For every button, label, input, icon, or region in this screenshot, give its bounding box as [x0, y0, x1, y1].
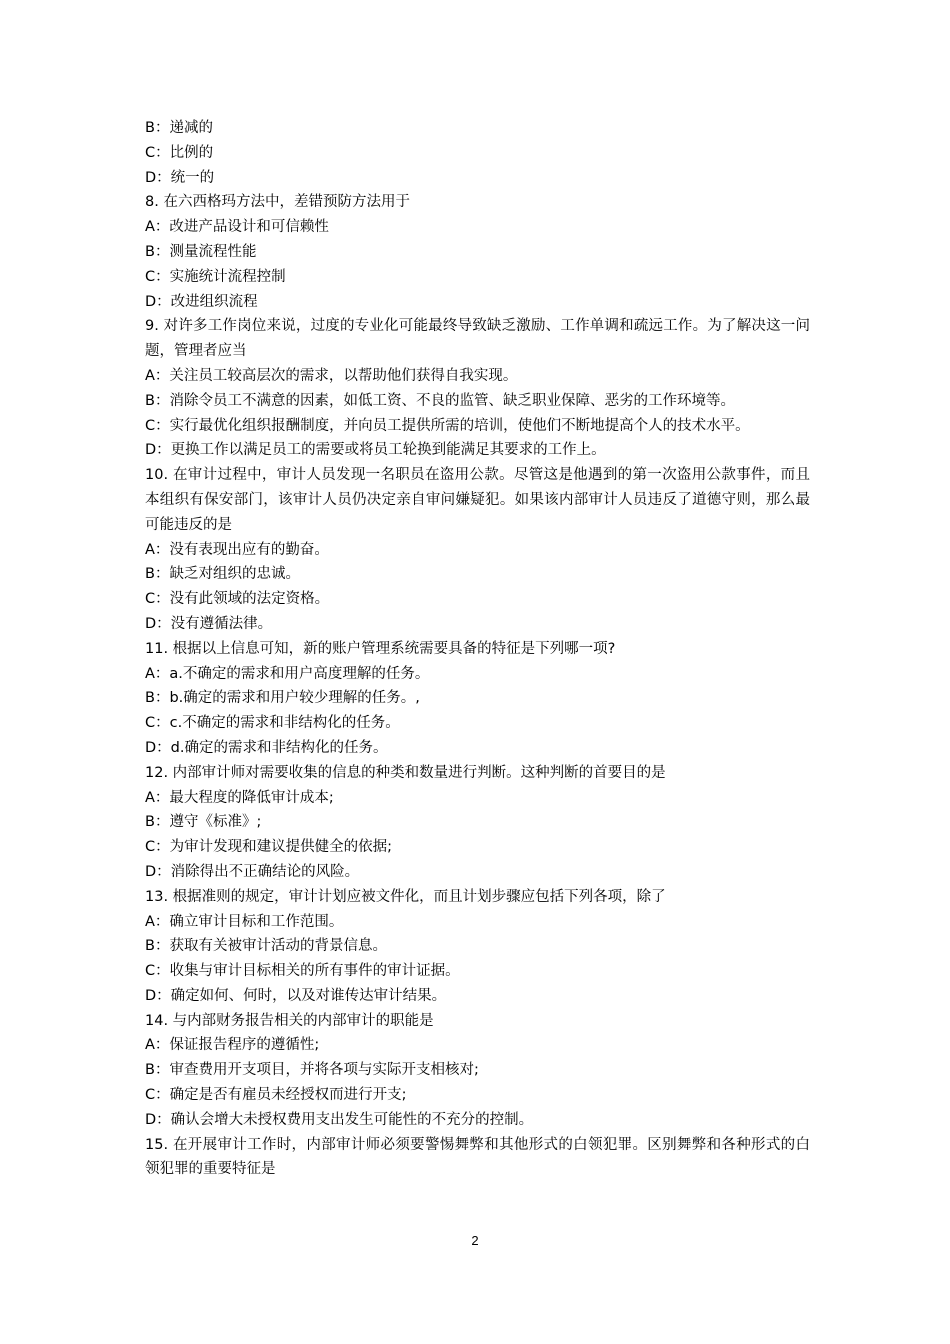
option-line: A：确立审计目标和工作范围。 — [145, 913, 344, 930]
question-line: 10. 在审计过程中，审计人员发现一名职员在盗用公款。尽管这是他遇到的第一次盗用公款事件，而且本组织有保安部门，该审计人员仍决定亲自审问嫌疑犯。如果该内部审计人员违反了道德守则，那么最可能违反的是 — [145, 467, 810, 533]
option-line: B：测量流程性能 — [145, 243, 257, 260]
option-line: A：最大程度的降低审计成本; — [145, 789, 334, 806]
question-line: 13. 根据准则的规定，审计计划应被文件化，而且计划步骤应包括下列各项，除了 — [145, 888, 666, 905]
option-line: C：比例的 — [145, 144, 214, 161]
option-line: B：b.确定的需求和用户较少理解的任务。, — [145, 690, 420, 707]
question-line: 14. 与内部财务报告相关的内部审计的职能是 — [145, 1012, 434, 1029]
option-line: A：保证报告程序的遵循性; — [145, 1037, 320, 1054]
question-line: 12. 内部审计师对需要收集的信息的种类和数量进行判断。这种判断的首要目的是 — [145, 764, 666, 781]
option-line: B：获取有关被审计活动的背景信息。 — [145, 938, 387, 955]
option-line: B：消除令员工不满意的因素，如低工资、不良的监管、缺乏职业保障、恶劣的工作环境等。 — [145, 392, 735, 409]
question-line: 8. 在六西格玛方法中，差错预防方法用于 — [145, 194, 410, 211]
page-number: 2 — [471, 1233, 479, 1248]
option-line: C：为审计发现和建议提供健全的依据; — [145, 839, 393, 856]
option-line: C：实施统计流程控制 — [145, 268, 286, 285]
option-line: A：没有表现出应有的勤奋。 — [145, 541, 329, 558]
option-line: D：消除得出不正确结论的风险。 — [145, 863, 360, 880]
option-line: B：递减的 — [145, 120, 213, 136]
question-line: 11. 根据以上信息可知，新的账户管理系统需要具备的特征是下列哪一项? — [145, 640, 616, 657]
option-line: C：收集与审计目标相关的所有事件的审计证据。 — [145, 963, 460, 980]
option-line: C：确定是否有雇员未经授权而进行开支; — [145, 1087, 407, 1104]
option-line: D：更换工作以满足员工的需要或将员工轮换到能满足其要求的工作上。 — [145, 442, 606, 459]
option-line: D：确定如何、何时，以及对谁传达审计结果。 — [145, 987, 447, 1004]
option-line: D：d.确定的需求和非结构化的任务。 — [145, 739, 388, 756]
page-content — [145, 116, 810, 1182]
option-line: A：关注员工较高层次的需求，以帮助他们获得自我实现。 — [145, 367, 518, 384]
question-line: 9. 对许多工作岗位来说，过度的专业化可能最终导致缺乏激励、工作单调和疏远工作。为了解决这一问题，管理者应当 — [145, 318, 810, 360]
question-line: 15. 在开展审计工作时，内部审计师必须要警惕舞弊和其他形式的白领犯罪。区别舞弊和各种形式的白领犯罪的重要特征是 — [145, 1136, 810, 1178]
option-line: B：审查费用开支项目，并将各项与实际开支相核对; — [145, 1062, 479, 1079]
option-line: A：a.不确定的需求和用户高度理解的任务。 — [145, 665, 430, 682]
option-line: D：确认会增大未授权费用支出发生可能性的不充分的控制。 — [145, 1111, 534, 1128]
option-line: C：实行最优化组织报酬制度，并向员工提供所需的培训，使他们不断地提高个人的技术水平。 — [145, 417, 750, 434]
option-line: D：没有遵循法律。 — [145, 615, 273, 632]
option-line: D：改进组织流程 — [145, 293, 258, 310]
option-line: C：c.不确定的需求和非结构化的任务。 — [145, 715, 400, 732]
option-line: B：遵守《标准》; — [145, 814, 262, 831]
option-line: C：没有此领域的法定资格。 — [145, 591, 330, 608]
option-line: D：统一的 — [145, 169, 215, 186]
option-line: B：缺乏对组织的忠诚。 — [145, 566, 300, 583]
option-line: A：改进产品设计和可信赖性 — [145, 219, 329, 236]
